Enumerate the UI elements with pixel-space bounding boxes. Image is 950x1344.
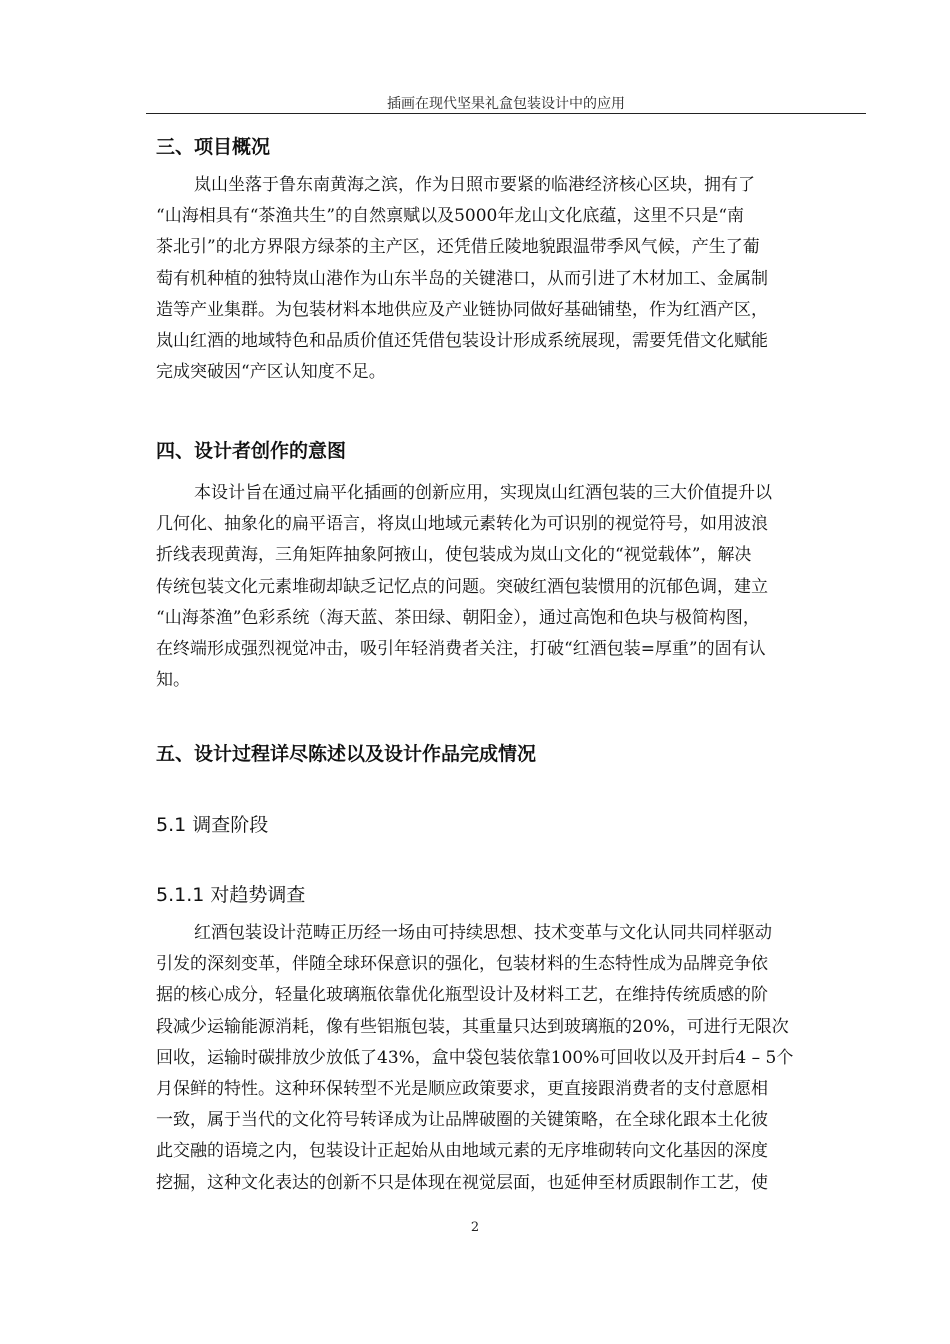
paragraph-line: 红酒包装设计范畴正历经一场由可持续思想、技术变革与文化认同共同样驱动 xyxy=(194,923,772,943)
paragraph-line: 回收，运输时碳排放少放低了43%，盒中袋包装依靠100%可回收以及开封后4 – 5个 xyxy=(156,1047,794,1068)
paragraph-line: 一致，属于当代的文化符号转译成为让品牌破圈的关键策略，在全球化跟本土化彼 xyxy=(156,1110,768,1131)
header-rule xyxy=(146,113,866,114)
paragraph-line: 完成突破因“产区认知度不足。 xyxy=(156,362,386,383)
paragraph-trend-research xyxy=(156,918,864,1199)
paragraph-line: 岚山红酒的地域特色和品质价值还凭借包装设计形成系统展现，需要凭借文化赋能 xyxy=(156,330,768,351)
page-number: 2 xyxy=(470,1220,480,1235)
section-heading-design-process: 五、设计过程详尽陈述以及设计作品完成情况 xyxy=(156,743,537,765)
paragraph-line: 在终端形成强烈视觉冲击，吸引年轻消费者关注，打破“红酒包装=厚重”的固有认 xyxy=(156,638,766,659)
paragraph-line: 本设计旨在通过扁平化插画的创新应用，实现岚山红酒包装的三大价值提升以 xyxy=(194,483,772,503)
paragraph-line: 传统包装文化元素堆砌却缺乏记忆点的问题。突破红酒包装惯用的沉郁色调，建立 xyxy=(156,576,768,597)
subsubsection-heading-trend-research: 5.1.1 对趋势调查 xyxy=(156,884,306,906)
paragraph-line: 段减少运输能源消耗，像有些铝瓶包装，其重量只达到玻璃瓶的20%，可进行无限次 xyxy=(156,1016,789,1037)
paragraph-line: 造等产业集群。为包装材料本地供应及产业链协同做好基础铺垫，作为红酒产区， xyxy=(156,299,768,320)
paragraph-line: 挖掘，这种文化表达的创新不只是体现在视觉层面，也延伸至材质跟制作工艺，使 xyxy=(156,1172,768,1193)
section-heading-design-intent: 四、设计者创作的意图 xyxy=(156,440,347,462)
paragraph-line: 月保鲜的特性。这种环保转型不光是顺应政策要求，更直接跟消费者的支付意愿相 xyxy=(156,1078,768,1099)
paragraph-line: “山海相具有“茶渔共生”的自然禀赋以及5000年龙山文化底蕴，这里不只是“南 xyxy=(156,206,745,227)
paragraph-line: 岚山坐落于鲁东南黄海之滨，作为日照市要紧的临港经济核心区块，拥有了 xyxy=(194,175,755,195)
paragraph-line: 茶北引”的北方界限方绿茶的主产区，还凭借丘陵地貌跟温带季风气候，产生了葡 xyxy=(156,237,760,258)
paragraph-line: “山海茶渔”色彩系统（海天蓝、茶田绿、朝阳金），通过高饱和色块与极简构图， xyxy=(156,607,760,628)
subsection-heading-research-stage: 5.1 调查阶段 xyxy=(156,814,269,836)
paragraph-line: 萄有机种植的独特岚山港作为山东半岛的关键港口，从而引进了木材加工、金属制 xyxy=(156,268,768,289)
paragraph-design-intent xyxy=(156,478,864,696)
section-heading-project-overview: 三、项目概况 xyxy=(156,136,271,158)
paragraph-line: 此交融的语境之内，包装设计正起始从由地域元素的无序堆砌转向文化基因的深度 xyxy=(156,1141,768,1162)
paragraph-line: 几何化、抽象化的扁平语言，将岚山地域元素转化为可识别的视觉符号，如用波浪 xyxy=(156,514,768,535)
running-header-title: 插画在现代坚果礼盒包装设计中的应用 xyxy=(387,96,625,112)
paragraph-line: 知。 xyxy=(156,670,190,691)
paragraph-line: 据的核心成分，轻量化玻璃瓶依靠优化瓶型设计及材料工艺，在维持传统质感的阶 xyxy=(156,985,768,1006)
paragraph-line: 引发的深刻变革，伴随全球环保意识的强化，包装材料的生态特性成为品牌竞争依 xyxy=(156,954,768,975)
paragraph-line: 折线表现黄海，三角矩阵抽象阿掖山，使包装成为岚山文化的“视觉载体”，解决 xyxy=(156,545,752,566)
paragraph-project-overview xyxy=(156,170,864,388)
